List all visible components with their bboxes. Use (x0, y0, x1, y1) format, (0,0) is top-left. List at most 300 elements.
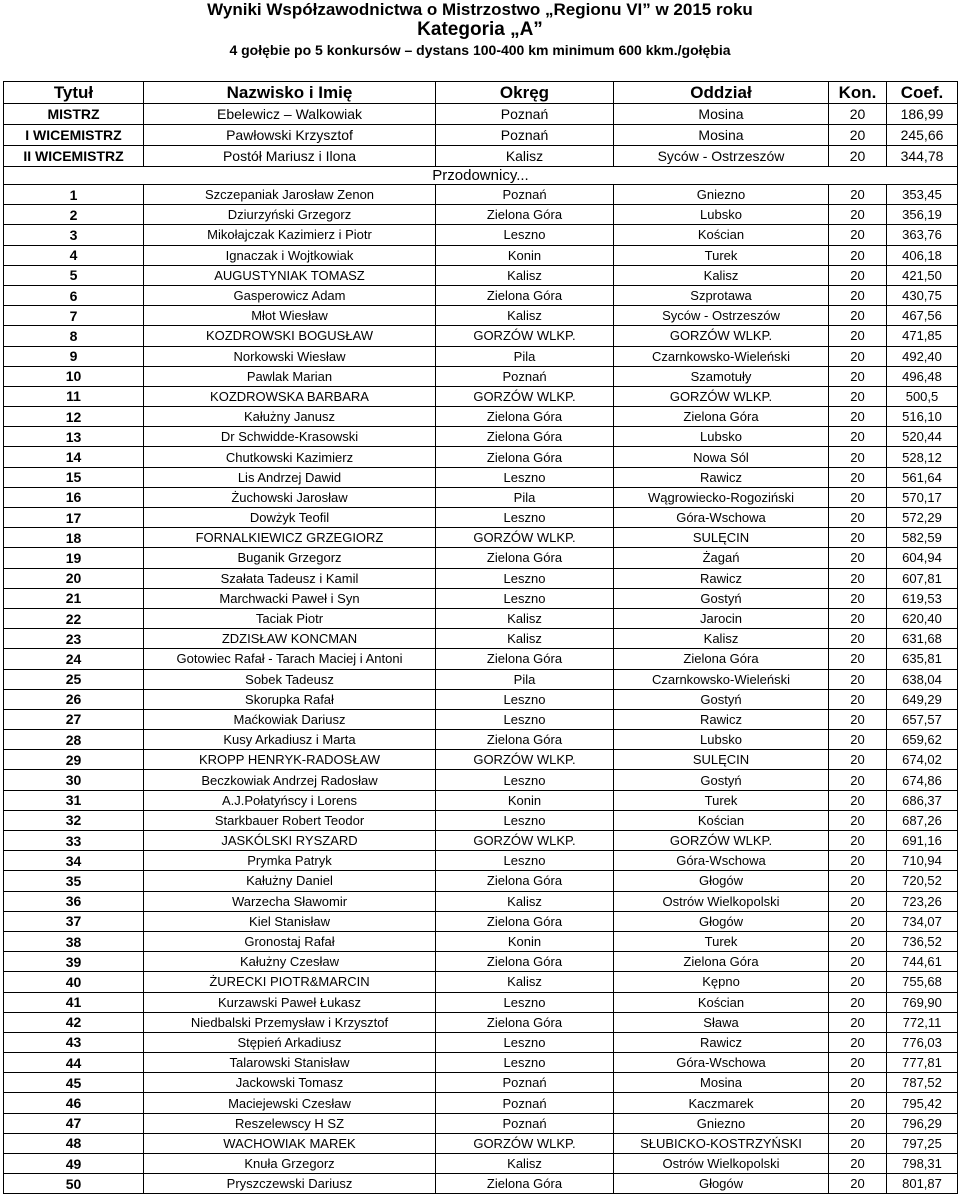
name-cell: Prymka Patryk (144, 851, 436, 871)
title-cell: 32 (4, 810, 144, 830)
title-cell: 28 (4, 730, 144, 750)
table-row (4, 1053, 958, 1073)
name-cell: Gronostaj Rafał (144, 931, 436, 951)
branch-cell: Gostyń (614, 770, 829, 790)
district-cell: Leszno (436, 588, 614, 608)
header-district: Okręg (436, 82, 614, 104)
name-cell: Pawlak Marian (144, 366, 436, 386)
name-cell: Buganik Grzegorz (144, 548, 436, 568)
branch-cell: Rawicz (614, 1032, 829, 1052)
table-row (4, 931, 958, 951)
table-row (4, 750, 958, 770)
competitions-cell: 20 (829, 1154, 887, 1174)
district-cell: Leszno (436, 225, 614, 245)
table-row (4, 810, 958, 830)
district-cell: Kalisz (436, 1154, 614, 1174)
table-row (4, 528, 958, 548)
competitions-cell: 20 (829, 790, 887, 810)
competitions-cell: 20 (829, 548, 887, 568)
table-row (4, 285, 958, 305)
title-cell: 22 (4, 608, 144, 628)
competitions-cell: 20 (829, 265, 887, 285)
name-cell: Pryszczewski Dariusz (144, 1174, 436, 1194)
coefficient-cell: 798,31 (887, 1154, 958, 1174)
table-row (4, 346, 958, 366)
district-cell: Kalisz (436, 306, 614, 326)
name-cell: Kurzawski Paweł Łukasz (144, 992, 436, 1012)
branch-cell: SŁUBICKO-KOSTRZYŃSKI (614, 1133, 829, 1153)
coefficient-cell: 572,29 (887, 508, 958, 528)
branch-cell: Turek (614, 931, 829, 951)
title-cell: 45 (4, 1073, 144, 1093)
district-cell: Pila (436, 346, 614, 366)
district-cell: Kalisz (436, 891, 614, 911)
coefficient-cell: 406,18 (887, 245, 958, 265)
district-cell: Pila (436, 669, 614, 689)
name-cell: Stępień Arkadiusz (144, 1032, 436, 1052)
name-cell: Szałata Tadeusz i Kamil (144, 568, 436, 588)
title-cell: 6 (4, 285, 144, 305)
branch-cell: Gostyń (614, 689, 829, 709)
competitions-cell: 20 (829, 366, 887, 386)
coefficient-cell: 736,52 (887, 931, 958, 951)
coefficient-cell: 520,44 (887, 427, 958, 447)
name-cell: Kusy Arkadiusz i Marta (144, 730, 436, 750)
name-cell: AUGUSTYNIAK TOMASZ (144, 265, 436, 285)
name-cell: Jackowski Tomasz (144, 1073, 436, 1093)
competitions-cell: 20 (829, 245, 887, 265)
district-cell: Konin (436, 245, 614, 265)
name-cell: Kiel Stanisław (144, 911, 436, 931)
title-cell: 50 (4, 1174, 144, 1194)
competitions-cell: 20 (829, 326, 887, 346)
district-cell: GORZÓW WLKP. (436, 831, 614, 851)
branch-cell: Kościan (614, 810, 829, 830)
title-cell: 39 (4, 952, 144, 972)
competitions-cell: 20 (829, 1133, 887, 1153)
coefficient-cell: 631,68 (887, 629, 958, 649)
title-cell: 13 (4, 427, 144, 447)
coefficient-cell: 430,75 (887, 285, 958, 305)
table-row (4, 245, 958, 265)
district-cell: Poznań (436, 1093, 614, 1113)
title-cell: 38 (4, 931, 144, 951)
name-cell: Dr Schwidde-Krasowski (144, 427, 436, 447)
table-row (4, 225, 958, 245)
competitions-cell: 20 (829, 588, 887, 608)
competitions-cell: 20 (829, 871, 887, 891)
branch-cell: Rawicz (614, 467, 829, 487)
category-title: Kategoria „A” (417, 19, 543, 40)
competitions-cell: 20 (829, 851, 887, 871)
coefficient-cell: 638,04 (887, 669, 958, 689)
champion-row (4, 125, 958, 146)
branch-cell: Syców - Ostrzeszów (614, 146, 829, 167)
coefficient-cell: 787,52 (887, 1073, 958, 1093)
branch-cell: Szprotawa (614, 285, 829, 305)
branch-cell: Mosina (614, 1073, 829, 1093)
table-row (4, 608, 958, 628)
district-cell: Leszno (436, 568, 614, 588)
table-row (4, 306, 958, 326)
table-row (4, 669, 958, 689)
title-cell: 10 (4, 366, 144, 386)
name-cell: Beczkowiak Andrzej Radosław (144, 770, 436, 790)
branch-cell: Wągrowiecko-Rogoziński (614, 487, 829, 507)
branch-cell: SULĘCIN (614, 528, 829, 548)
district-cell: Zielona Góra (436, 205, 614, 225)
competitions-cell: 20 (829, 386, 887, 406)
table-row (4, 972, 958, 992)
name-cell: Marchwacki Paweł i Syn (144, 588, 436, 608)
title-cell: 48 (4, 1133, 144, 1153)
competitions-cell: 20 (829, 1174, 887, 1194)
name-cell: Postół Mariusz i Ilona (144, 146, 436, 167)
table-row (4, 467, 958, 487)
table-row (4, 1093, 958, 1113)
branch-cell: Żagań (614, 548, 829, 568)
coefficient-cell: 755,68 (887, 972, 958, 992)
competitions-cell: 20 (829, 528, 887, 548)
branch-cell: Kościan (614, 225, 829, 245)
coefficient-cell: 659,62 (887, 730, 958, 750)
name-cell: ŻURECKI PIOTR&MARCIN (144, 972, 436, 992)
title-cell: 41 (4, 992, 144, 1012)
competitions-cell: 20 (829, 972, 887, 992)
competitions-cell: 20 (829, 125, 887, 146)
competitions-cell: 20 (829, 709, 887, 729)
coefficient-cell: 516,10 (887, 407, 958, 427)
competitions-cell: 20 (829, 1032, 887, 1052)
branch-cell: Czarnkowsko-Wieleński (614, 669, 829, 689)
branch-cell: Czarnkowsko-Wieleński (614, 346, 829, 366)
coefficient-cell: 649,29 (887, 689, 958, 709)
competitions-cell: 20 (829, 185, 887, 205)
branch-cell: Jarocin (614, 608, 829, 628)
coefficient-cell: 528,12 (887, 447, 958, 467)
district-cell: GORZÓW WLKP. (436, 750, 614, 770)
title-cell: 20 (4, 568, 144, 588)
coefficient-cell: 710,94 (887, 851, 958, 871)
competitions-cell: 20 (829, 205, 887, 225)
title-cell: 1 (4, 185, 144, 205)
title-cell: 8 (4, 326, 144, 346)
coefficient-cell: 500,5 (887, 386, 958, 406)
table-row (4, 871, 958, 891)
name-cell: Gotowiec Rafał - Tarach Maciej i Antoni (144, 649, 436, 669)
table-row (4, 1133, 958, 1153)
district-cell: Kalisz (436, 972, 614, 992)
title-cell: 7 (4, 306, 144, 326)
header-competitions: Kon. (829, 82, 887, 104)
coefficient-cell: 353,45 (887, 185, 958, 205)
table-body (4, 104, 958, 1194)
title-cell: 17 (4, 508, 144, 528)
name-cell: Lis Andrzej Dawid (144, 467, 436, 487)
branch-cell: Góra-Wschowa (614, 508, 829, 528)
competitions-cell: 20 (829, 1012, 887, 1032)
title-cell: 26 (4, 689, 144, 709)
branch-cell: Góra-Wschowa (614, 1053, 829, 1073)
name-cell: Dowżyk Teofil (144, 508, 436, 528)
branch-cell: Rawicz (614, 709, 829, 729)
name-cell: KROPP HENRYK-RADOSŁAW (144, 750, 436, 770)
branch-cell: GORZÓW WLKP. (614, 326, 829, 346)
district-cell: Zielona Góra (436, 447, 614, 467)
name-cell: Starkbauer Robert Teodor (144, 810, 436, 830)
coefficient-cell: 687,26 (887, 810, 958, 830)
title-cell: 24 (4, 649, 144, 669)
title-cell: 15 (4, 467, 144, 487)
competitions-cell: 20 (829, 285, 887, 305)
competitions-cell: 20 (829, 750, 887, 770)
table-row (4, 487, 958, 507)
header-row (4, 82, 958, 104)
table-row (4, 629, 958, 649)
title-cell: 47 (4, 1113, 144, 1133)
name-cell: JASKÓLSKI RYSZARD (144, 831, 436, 851)
header-title: Tytuł (4, 82, 144, 104)
title-cell: 3 (4, 225, 144, 245)
district-cell: Konin (436, 931, 614, 951)
header-coefficient: Coef. (887, 82, 958, 104)
coefficient-cell: 801,87 (887, 1174, 958, 1194)
district-cell: Zielona Góra (436, 911, 614, 931)
competitions-cell: 20 (829, 1113, 887, 1133)
district-cell: Leszno (436, 1032, 614, 1052)
coefficient-cell: 570,17 (887, 487, 958, 507)
name-cell: Maćkowiak Dariusz (144, 709, 436, 729)
table-row (4, 548, 958, 568)
district-cell: Poznań (436, 366, 614, 386)
table-row (4, 1012, 958, 1032)
table-row (4, 366, 958, 386)
title-cell: 34 (4, 851, 144, 871)
title-cell: 23 (4, 629, 144, 649)
branch-cell: Mosina (614, 104, 829, 125)
competitions-cell: 20 (829, 911, 887, 931)
competitions-cell: 20 (829, 427, 887, 447)
table-row (4, 386, 958, 406)
branch-cell: Zielona Góra (614, 407, 829, 427)
coefficient-cell: 496,48 (887, 366, 958, 386)
competitions-cell: 20 (829, 770, 887, 790)
name-cell: Żuchowski Jarosław (144, 487, 436, 507)
district-cell: Zielona Góra (436, 649, 614, 669)
district-cell: Zielona Góra (436, 548, 614, 568)
name-cell: KOZDROWSKI BOGUSŁAW (144, 326, 436, 346)
name-cell: Dziurzyński Grzegorz (144, 205, 436, 225)
coefficient-cell: 467,56 (887, 306, 958, 326)
district-cell: Leszno (436, 770, 614, 790)
table-row (4, 649, 958, 669)
district-cell: Kalisz (436, 146, 614, 167)
district-cell: Leszno (436, 1053, 614, 1073)
district-cell: Leszno (436, 810, 614, 830)
title-cell: 18 (4, 528, 144, 548)
title-cell: MISTRZ (4, 104, 144, 125)
table-row (4, 1073, 958, 1093)
table-row (4, 185, 958, 205)
title-cell: 14 (4, 447, 144, 467)
competitions-cell: 20 (829, 508, 887, 528)
header-name: Nazwisko i Imię (144, 82, 436, 104)
branch-cell: GORZÓW WLKP. (614, 831, 829, 851)
competitions-cell: 20 (829, 810, 887, 830)
coefficient-cell: 777,81 (887, 1053, 958, 1073)
coefficient-cell: 363,76 (887, 225, 958, 245)
competitions-cell: 20 (829, 1073, 887, 1093)
district-cell: Leszno (436, 851, 614, 871)
district-cell: Leszno (436, 689, 614, 709)
coefficient-cell: 635,81 (887, 649, 958, 669)
branch-cell: Lubsko (614, 427, 829, 447)
title-cell: 12 (4, 407, 144, 427)
coefficient-cell: 619,53 (887, 588, 958, 608)
competitions-cell: 20 (829, 568, 887, 588)
competitions-cell: 20 (829, 306, 887, 326)
branch-cell: Turek (614, 245, 829, 265)
title-cell: 46 (4, 1093, 144, 1113)
name-cell: A.J.Połatyńscy i Lorens (144, 790, 436, 810)
champion-row (4, 146, 958, 167)
coefficient-cell: 720,52 (887, 871, 958, 891)
district-cell: Leszno (436, 508, 614, 528)
competitions-cell: 20 (829, 608, 887, 628)
name-cell: Maciejewski Czesław (144, 1093, 436, 1113)
coefficient-cell: 620,40 (887, 608, 958, 628)
title-cell: 29 (4, 750, 144, 770)
competitions-cell: 20 (829, 225, 887, 245)
coefficient-cell: 797,25 (887, 1133, 958, 1153)
branch-cell: Ostrów Wielkopolski (614, 891, 829, 911)
title-cell: I WICEMISTRZ (4, 125, 144, 146)
competitions-cell: 20 (829, 629, 887, 649)
coefficient-cell: 561,64 (887, 467, 958, 487)
table-row (4, 709, 958, 729)
table-row (4, 1174, 958, 1194)
district-cell: Pila (436, 487, 614, 507)
district-cell: Zielona Góra (436, 952, 614, 972)
branch-cell: Gniezno (614, 185, 829, 205)
coefficient-cell: 344,78 (887, 146, 958, 167)
branch-cell: Zielona Góra (614, 649, 829, 669)
competitions-cell: 20 (829, 649, 887, 669)
competitions-cell: 20 (829, 689, 887, 709)
title-cell: 49 (4, 1154, 144, 1174)
district-cell: GORZÓW WLKP. (436, 1133, 614, 1153)
title-cell: 21 (4, 588, 144, 608)
table-row (4, 891, 958, 911)
name-cell: Ignaczak i Wojtkowiak (144, 245, 436, 265)
branch-cell: Kaczmarek (614, 1093, 829, 1113)
table-row (4, 730, 958, 750)
competitions-cell: 20 (829, 1053, 887, 1073)
results-table (3, 81, 958, 1194)
name-cell: Gasperowicz Adam (144, 285, 436, 305)
section-label: Przodownicy... (4, 167, 958, 185)
district-cell: Zielona Góra (436, 407, 614, 427)
name-cell: Reszelewscy H SZ (144, 1113, 436, 1133)
title-cell: 33 (4, 831, 144, 851)
table-row (4, 568, 958, 588)
branch-cell: Zielona Góra (614, 952, 829, 972)
branch-cell: Mosina (614, 125, 829, 146)
coefficient-cell: 686,37 (887, 790, 958, 810)
district-cell: Leszno (436, 992, 614, 1012)
header-branch: Oddział (614, 82, 829, 104)
district-cell: Kalisz (436, 265, 614, 285)
title-cell: 37 (4, 911, 144, 931)
branch-cell: Kalisz (614, 629, 829, 649)
name-cell: Młot Wiesław (144, 306, 436, 326)
coefficient-cell: 356,19 (887, 205, 958, 225)
title-cell: 9 (4, 346, 144, 366)
title-cell: 42 (4, 1012, 144, 1032)
district-cell: Poznań (436, 1073, 614, 1093)
district-cell: GORZÓW WLKP. (436, 528, 614, 548)
title-cell: 19 (4, 548, 144, 568)
district-cell: Poznań (436, 125, 614, 146)
table-row (4, 911, 958, 931)
coefficient-cell: 674,02 (887, 750, 958, 770)
table-row (4, 992, 958, 1012)
branch-cell: Głogów (614, 911, 829, 931)
competitions-cell: 20 (829, 992, 887, 1012)
name-cell: Knuła Grzegorz (144, 1154, 436, 1174)
table-row (4, 407, 958, 427)
title-cell: 44 (4, 1053, 144, 1073)
name-cell: KOZDROWSKA BARBARA (144, 386, 436, 406)
table-row (4, 952, 958, 972)
title-cell: 30 (4, 770, 144, 790)
competitions-cell: 20 (829, 952, 887, 972)
name-cell: Talarowski Stanisław (144, 1053, 436, 1073)
coefficient-cell: 772,11 (887, 1012, 958, 1032)
table-row (4, 427, 958, 447)
branch-cell: Kościan (614, 992, 829, 1012)
branch-cell: Ostrów Wielkopolski (614, 1154, 829, 1174)
name-cell: Kałużny Czesław (144, 952, 436, 972)
competitions-cell: 20 (829, 831, 887, 851)
district-cell: Poznań (436, 104, 614, 125)
table-row (4, 1113, 958, 1133)
competitions-cell: 20 (829, 1093, 887, 1113)
competitions-cell: 20 (829, 931, 887, 951)
name-cell: Norkowski Wiesław (144, 346, 436, 366)
branch-cell: Gniezno (614, 1113, 829, 1133)
district-cell: Konin (436, 790, 614, 810)
coefficient-cell: 674,86 (887, 770, 958, 790)
coefficient-cell: 492,40 (887, 346, 958, 366)
competitions-cell: 20 (829, 447, 887, 467)
coefficient-cell: 769,90 (887, 992, 958, 1012)
table-row (4, 1032, 958, 1052)
district-cell: Poznań (436, 185, 614, 205)
branch-cell: Głogów (614, 1174, 829, 1194)
title-cell: 31 (4, 790, 144, 810)
table-row (4, 588, 958, 608)
coefficient-cell: 796,29 (887, 1113, 958, 1133)
competitions-cell: 20 (829, 467, 887, 487)
district-cell: Poznań (436, 1113, 614, 1133)
title-cell: 25 (4, 669, 144, 689)
title-cell: 40 (4, 972, 144, 992)
title-cell: 35 (4, 871, 144, 891)
competitions-cell: 20 (829, 146, 887, 167)
coefficient-cell: 723,26 (887, 891, 958, 911)
district-cell: Leszno (436, 467, 614, 487)
